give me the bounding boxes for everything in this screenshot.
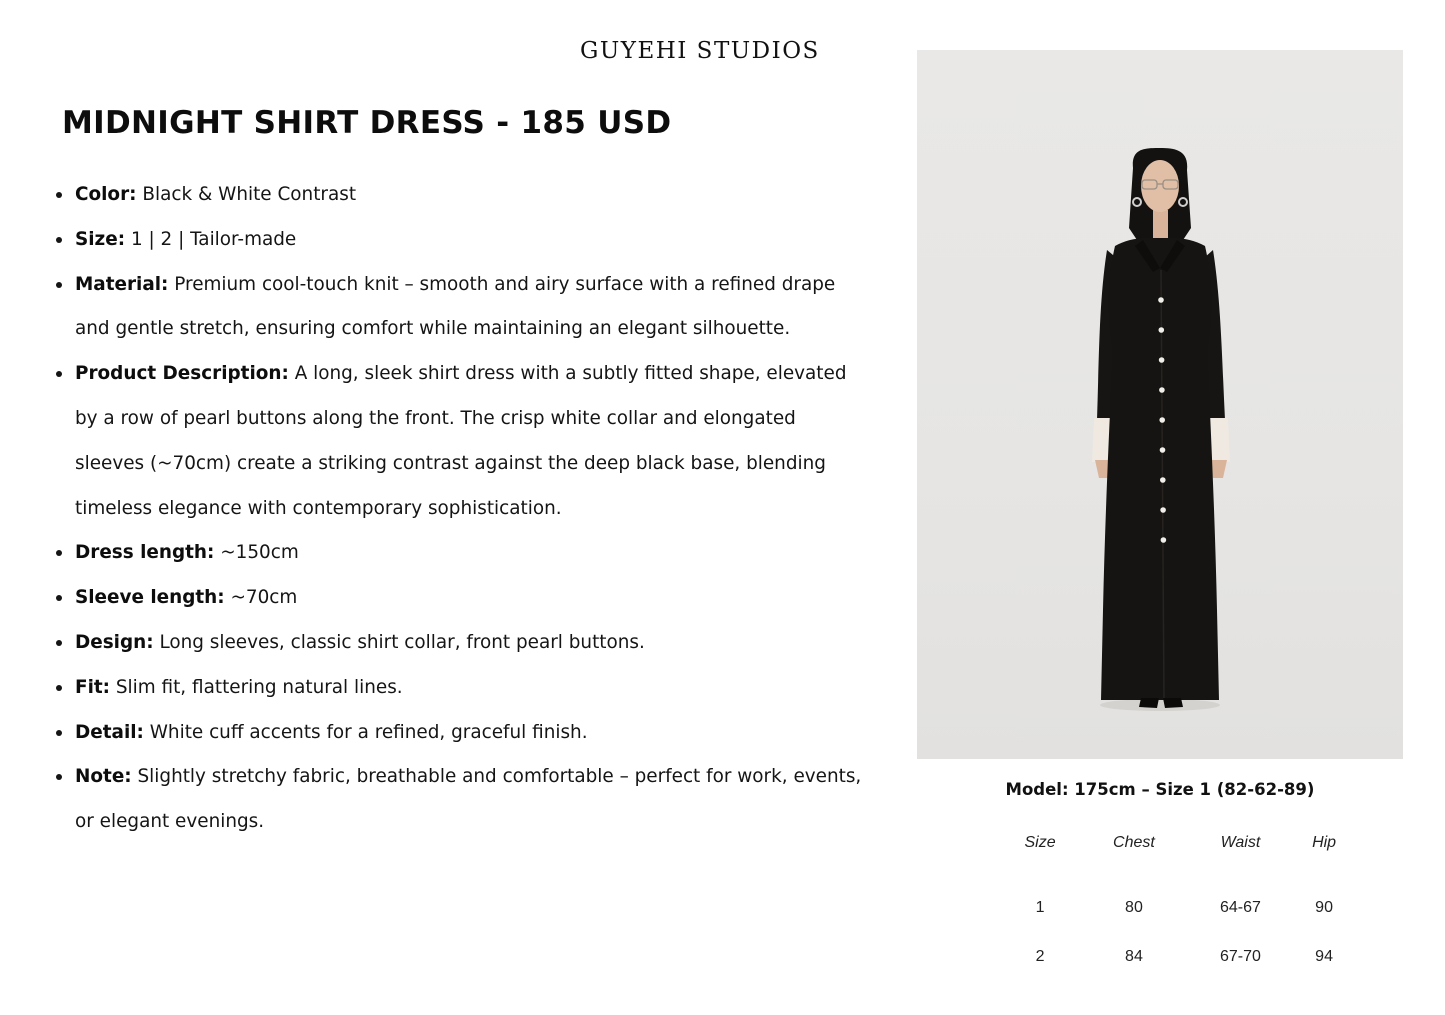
table-cell: 80 bbox=[1125, 898, 1143, 916]
model-caption: Model: 175cm – Size 1 (82-62-89) bbox=[1005, 780, 1315, 799]
table-cell: 2 bbox=[1035, 947, 1045, 965]
table-cell: 64-67 bbox=[1219, 898, 1261, 916]
dress-body bbox=[1101, 238, 1219, 700]
spec-value: Slim fit, flattering natural lines. bbox=[110, 676, 403, 698]
spec-value: A long, sleek shirt dress with a subtly fitted shape, elevated by a row of pearl buttons along the front. The crisp white collar and elongated sleeves (~70cm) create a striking contrast against the deep black base, blending timeless elegance with contemporary sophistication. bbox=[75, 363, 847, 519]
spec-product-description bbox=[54, 352, 864, 531]
size-chart-header: Waist bbox=[1220, 834, 1261, 851]
floor-shadow bbox=[1100, 699, 1220, 711]
spec-value: 1 | 2 | Tailor-made bbox=[125, 228, 297, 250]
right-shoe bbox=[1163, 698, 1183, 708]
face bbox=[1141, 160, 1179, 212]
spec-label: Detail: bbox=[75, 721, 144, 743]
spec-value: Long sleeves, classic shirt collar, front pearl buttons. bbox=[153, 631, 645, 653]
spec-label: Dress length: bbox=[75, 542, 215, 564]
size-chart-header: Hip bbox=[1312, 834, 1337, 851]
product-photo bbox=[917, 50, 1403, 759]
spec-value: ~150cm bbox=[214, 542, 299, 564]
spec-value: White cuff accents for a refined, graceful finish. bbox=[143, 721, 588, 743]
model-illustration bbox=[917, 50, 1403, 759]
table-cell: 84 bbox=[1125, 947, 1143, 965]
spec-design bbox=[54, 621, 864, 666]
spec-label: Product Description: bbox=[75, 363, 289, 385]
neck bbox=[1153, 210, 1168, 238]
left-shoe bbox=[1139, 698, 1159, 708]
size-chart-table bbox=[1000, 825, 1355, 981]
spec-dress-length bbox=[54, 531, 864, 576]
spec-color bbox=[54, 173, 864, 218]
spec-size bbox=[54, 218, 864, 263]
spec-fit bbox=[54, 666, 864, 711]
spec-label: Sleeve length: bbox=[75, 587, 225, 609]
spec-material bbox=[54, 263, 864, 353]
size-chart-header: Chest bbox=[1113, 834, 1155, 851]
table-cell: 1 bbox=[1035, 898, 1045, 916]
spec-label: Size: bbox=[75, 228, 126, 250]
spec-label: Note: bbox=[75, 766, 132, 788]
spec-label: Fit: bbox=[75, 676, 111, 698]
product-specs-list bbox=[54, 173, 864, 845]
spec-label: Material: bbox=[75, 273, 169, 295]
spec-label: Color: bbox=[75, 184, 137, 205]
spec-sleeve-length bbox=[54, 576, 864, 621]
table-row bbox=[1000, 932, 1355, 981]
table-cell: 67-70 bbox=[1219, 947, 1261, 965]
table-cell: 90 bbox=[1315, 898, 1333, 916]
spec-value: ~70cm bbox=[224, 587, 298, 609]
table-cell: 94 bbox=[1315, 947, 1333, 965]
spec-value: Black & White Contrast bbox=[136, 184, 357, 205]
product-title: MIDNIGHT SHIRT DRESS - 185 USD bbox=[62, 105, 672, 141]
size-chart-header: Size bbox=[1024, 834, 1056, 851]
spec-label: Design: bbox=[75, 631, 154, 653]
spec-value: Premium cool-touch knit – smooth and airy surface with a refined drape and gentle stretch, ensuring comfort while maintaining an elegant silhouette. bbox=[75, 273, 836, 340]
brand-logo: GUYEHI STUDIOS bbox=[580, 38, 820, 64]
size-chart-header-row bbox=[1000, 825, 1355, 861]
table-row bbox=[1000, 861, 1355, 932]
spec-value: Slightly stretchy fabric, breathable and comfortable – perfect for work, events, or elegant evenings. bbox=[75, 766, 862, 833]
spec-note bbox=[54, 755, 864, 845]
spec-detail bbox=[54, 711, 864, 756]
